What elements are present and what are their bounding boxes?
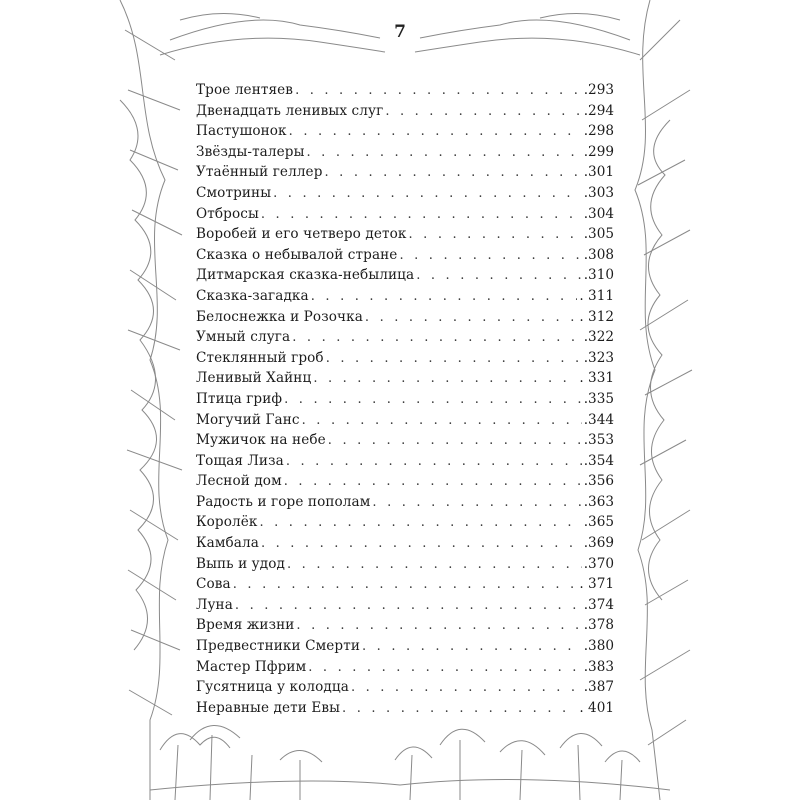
toc-entry-title: Лесной дом [196, 473, 282, 490]
toc-dot-leader [235, 596, 582, 617]
toc-dot-leader [351, 678, 582, 699]
toc-entry-title: Воробей и его четверо деток [196, 226, 407, 243]
toc-entry-page: .294 [583, 102, 614, 119]
toc-entry-title: Выпь и удод [196, 555, 285, 572]
toc-entry-title: Время жизни [196, 617, 295, 634]
toc-entry-page: .344 [583, 411, 614, 428]
toc-entry [196, 348, 614, 369]
toc-dot-leader [259, 513, 581, 534]
toc-entry-title: Звёзды-талеры [196, 143, 305, 160]
toc-dot-leader [311, 287, 578, 308]
toc-dot-leader [284, 472, 582, 493]
toc-entry-title: Тощая Лиза [196, 452, 284, 469]
toc-entry-title: Смотрины [196, 184, 272, 201]
toc-entry [196, 554, 614, 575]
toc-entry [196, 245, 614, 266]
toc-entry [196, 636, 614, 657]
toc-entry-page: .310 [583, 267, 614, 284]
table-of-contents [196, 80, 614, 718]
toc-entry-title: Птица гриф [196, 390, 283, 407]
toc-entry-page: .304 [583, 205, 614, 222]
toc-entry-page: .322 [583, 329, 614, 346]
toc-entry [196, 677, 614, 698]
toc-dot-leader [295, 81, 582, 102]
toc-entry-page: .354 [583, 452, 614, 469]
toc-entry [196, 368, 614, 389]
toc-dot-leader [416, 266, 582, 287]
toc-entry-page: . 371 [579, 576, 614, 593]
toc-entry-page: .293 [583, 82, 614, 98]
toc-dot-leader [233, 575, 578, 596]
toc-dot-leader [325, 163, 582, 184]
toc-entry-page: .303 [583, 184, 614, 201]
toc-entry [196, 327, 614, 348]
toc-entry-page: . 311 [579, 287, 614, 304]
toc-entry-page: .370 [583, 555, 614, 572]
toc-entry [196, 142, 614, 163]
toc-dot-leader [292, 328, 581, 349]
toc-entry-page: .298 [583, 123, 614, 140]
toc-entry [196, 307, 614, 328]
toc-dot-leader [342, 699, 577, 720]
toc-entry [196, 533, 614, 554]
toc-entry [196, 471, 614, 492]
toc-entry-page: .365 [583, 514, 614, 531]
toc-entry-title: Дитмарская сказка-небылица [196, 267, 415, 284]
toc-entry-title: Мастер Пфрим [196, 658, 307, 675]
toc-entry [196, 162, 614, 183]
toc-entry [196, 80, 614, 101]
toc-dot-leader [372, 493, 581, 514]
toc-entry [196, 574, 614, 595]
toc-entry-page: .323 [583, 349, 614, 366]
toc-entry-title: Белоснежка и Розочка [196, 308, 363, 325]
toc-entry-page: .363 [583, 493, 614, 510]
toc-entry-title: Предвестники Смерти [196, 638, 361, 655]
toc-entry-page: .353 [583, 432, 614, 449]
toc-entry-title: Стеклянный гроб [196, 349, 324, 366]
toc-entry [196, 183, 614, 204]
toc-entry-title: Могучий Ганс [196, 411, 300, 428]
toc-dot-leader [287, 555, 582, 576]
toc-entry-page: . 312 [579, 308, 614, 325]
toc-entry [196, 657, 614, 678]
toc-entry-page: .301 [583, 164, 614, 181]
toc-entry-title: Мужичок на небе [196, 432, 326, 449]
toc-entry-page: .356 [583, 473, 614, 490]
toc-dot-leader [362, 637, 582, 658]
page-number: 7 [394, 22, 406, 42]
toc-entry [196, 410, 614, 431]
toc-entry [196, 615, 614, 636]
toc-entry-title: Неравные дети Евы [196, 699, 341, 716]
toc-entry-title: Сказка о небывалой стране [196, 246, 398, 263]
toc-dot-leader [409, 225, 582, 246]
toc-entry-title: Ленивый Хайнц [196, 370, 312, 387]
toc-entry [196, 451, 614, 472]
toc-entry-page: .378 [583, 617, 614, 634]
toc-entry [196, 121, 614, 142]
toc-entry [196, 492, 614, 513]
toc-entry [196, 204, 614, 225]
toc-entry-page: .369 [583, 535, 614, 552]
toc-entry-title: Гусятница у колодца [196, 679, 349, 696]
toc-dot-leader [308, 658, 581, 679]
toc-entry-title: Утаённый геллер [196, 164, 323, 181]
toc-entry [196, 595, 614, 616]
toc-entry-page: .335 [583, 390, 614, 407]
toc-entry-page: .380 [583, 638, 614, 655]
toc-entry-title: Луна [196, 596, 233, 613]
toc-entry [196, 512, 614, 533]
toc-dot-leader [296, 616, 581, 637]
toc-entry-page: .387 [583, 679, 614, 696]
toc-dot-leader [313, 369, 577, 390]
toc-entry-title: Сказка-загадка [196, 287, 309, 304]
toc-dot-leader [326, 349, 582, 370]
toc-dot-leader [302, 411, 582, 432]
toc-dot-leader [365, 308, 578, 329]
toc-entry [196, 389, 614, 410]
toc-dot-leader [286, 452, 582, 473]
toc-dot-leader [261, 534, 582, 555]
toc-dot-leader [385, 102, 581, 123]
toc-entry-page: .299 [583, 143, 614, 160]
toc-entry-title: Двенадцать ленивых слуг [196, 102, 384, 119]
toc-entry-title: Трое лентяев [196, 82, 294, 98]
toc-entry-title: Сова [196, 576, 231, 593]
toc-entry-page: .374 [583, 596, 614, 613]
toc-dot-leader [307, 143, 582, 164]
toc-entry-title: Радость и горе пополам [196, 493, 371, 510]
toc-entry-title: Пастушонок [196, 123, 287, 140]
toc-entry-title: Камбала [196, 535, 259, 552]
toc-entry [196, 286, 614, 307]
toc-dot-leader [399, 246, 581, 267]
toc-entry-title: Умный слуга [196, 329, 291, 346]
toc-entry-page: . 401 [579, 699, 614, 716]
toc-entry-page: .305 [583, 226, 614, 243]
toc-entry [196, 430, 614, 451]
toc-entry-page: . 331 [579, 370, 614, 387]
toc-entry [196, 265, 614, 286]
toc-dot-leader [328, 431, 582, 452]
toc-entry [196, 101, 614, 122]
toc-entry [196, 698, 614, 719]
toc-dot-leader [261, 205, 582, 226]
toc-entry-title: Отбросы [196, 205, 259, 222]
toc-entry [196, 224, 614, 245]
toc-entry-page: .383 [583, 658, 614, 675]
toc-dot-leader [273, 184, 582, 205]
toc-dot-leader [289, 122, 582, 143]
toc-entry-title: Королёк [196, 514, 258, 531]
toc-dot-leader [284, 390, 582, 411]
toc-entry-page: .308 [583, 246, 614, 263]
